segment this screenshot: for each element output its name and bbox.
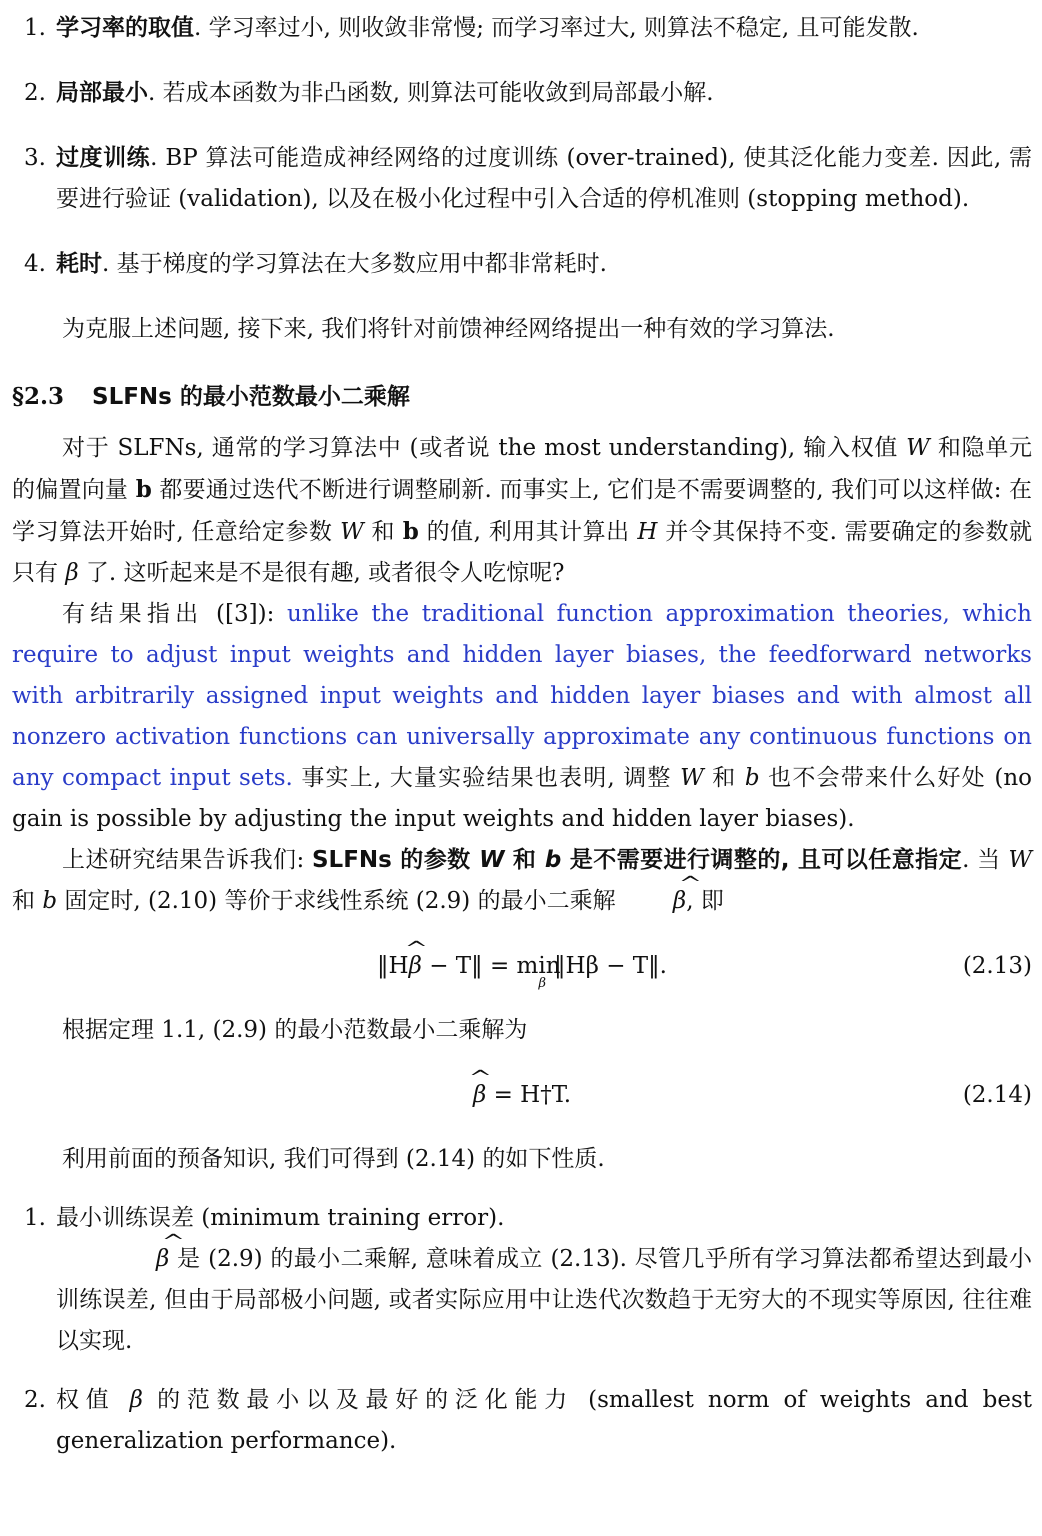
list-number: 1. — [24, 1205, 46, 1231]
list-item — [12, 1198, 1032, 1362]
equation-body: ‖H^ β − T‖ = $\min_\beta‖H\beta$ − T‖. — [12, 940, 1032, 1010]
item-text: . 基于梯度的学习算法在大多数应用中都非常耗时. — [102, 251, 607, 277]
paragraph-5: 利用前面的预备知识, 我们可得到 (2.14) 的如下性质. — [62, 1146, 605, 1172]
item-text: . 学习率过小, 则收敛非常慢; 而学习率过大, 则算法不稳定, 且可能发散. — [194, 15, 919, 41]
item-text: . BP 算法可能造成神经网络的过度训练 (over-trained), 使其泛化能力变差. 因此, 需要进行验证 (validation), 以及在极小化过程中引入合适的停机准则 (stopping method). — [56, 145, 1033, 212]
equation-number: (2.14) — [962, 1082, 1032, 1108]
equation-number: (2.13) — [962, 953, 1032, 979]
list-number: 2. — [24, 1387, 46, 1413]
document-page — [12, 8, 1032, 1462]
intro-paragraph: 为克服上述问题, 接下来, 我们将针对前馈神经网络提出一种有效的学习算法. — [62, 316, 835, 342]
equation-2-13 — [12, 940, 1032, 992]
list-number: 3. — [24, 145, 46, 171]
item-title: 耗时 — [56, 251, 102, 277]
list-item — [12, 8, 1032, 49]
list-number: 4. — [24, 251, 46, 277]
list-item — [12, 73, 1032, 114]
list-item — [12, 244, 1032, 285]
paragraph-1: 对于 SLFNs, 通常的学习算法中 (或者说 the most understanding), 输入权值 W 和隐单元的偏置向量 b 都要通过迭代不断进行调整刷新. 而事实上, 它们是不需要调整的, 我们可以这样做: 在学习算法开始时, 任意给定参数 W 和 b 的值, 利用其计算出 H 并令其保持不变. 需要确定的参数就只有 β 了. 这听起来是不是很有趣, 或者很令人吃惊呢? — [12, 435, 1033, 586]
paragraph-3: 上述研究结果告诉我们: SLFNs 的参数 W 和 b 是不需要进行调整的, 且可以任意指定. 当 W 和 b 固定时, (2.10) 等价于求线性系统 (2.9) 的最小二乘解 ^ β, 即 — [12, 840, 1032, 922]
item-title: 局部最小 — [56, 80, 148, 106]
list-number: 1. — [24, 15, 46, 41]
section-heading — [12, 376, 1032, 418]
list-item — [12, 138, 1032, 220]
section-number: §2.3 — [12, 383, 65, 410]
item-title: 学习率的取值 — [56, 15, 194, 41]
item-text: . 若成本函数为非凸函数, 则算法可能收敛到局部最小解. — [148, 80, 714, 106]
item-detail: ^ β 是 (2.9) 的最小二乘解, 意味着成立 (2.13). 尽管几乎所有学习算法都希望达到最小训练误差, 但由于局部极小问题, 或者实际应用中让迭代次数趋于无穷大的不现实等原因, 往往难以实现. — [56, 1239, 1032, 1362]
paragraph-2: 有结果指出 ([3]): unlike the traditional function approximation theories, which require to adjust input weights and hidden layer biases, the feedforward networks with arbitrarily assigned input weights and hidden layer biases and with almost all nonzero activation functions can universally approximate any continuous functions on any compact input sets. 事实上, 大量实验结果也表明, 调整 W 和 b 也不会带来什么好处 (no gain is possible by adjusting the input weights and hidden layer biases). — [12, 601, 1032, 832]
list-item: 2. 权值 β 的范数最小以及最好的泛化能力 (smallest norm of weights and best generalization performance). — [12, 1380, 1032, 1462]
equation-2-14 — [12, 1069, 1032, 1121]
quoted-result: unlike the traditional function approximation theories, which require to adjust input weights and hidden layer biases, the feedforward networks with arbitrarily assigned input weights and hidden layer biases and with almost all nonzero activation functions can universally approximate any continuous functions on any compact input sets. — [12, 601, 1032, 791]
list-number: 2. — [24, 80, 46, 106]
equation-body: ^ β = H†T. — [12, 1069, 1032, 1121]
item-title: 过度训练 — [56, 145, 151, 171]
section-title: SLFNs 的最小范数最小二乘解 — [92, 384, 410, 410]
paragraph-4: 根据定理 1.1, (2.9) 的最小范数最小二乘解为 — [62, 1017, 528, 1043]
item-text: 最小训练误差 (minimum training error). — [56, 1205, 505, 1231]
